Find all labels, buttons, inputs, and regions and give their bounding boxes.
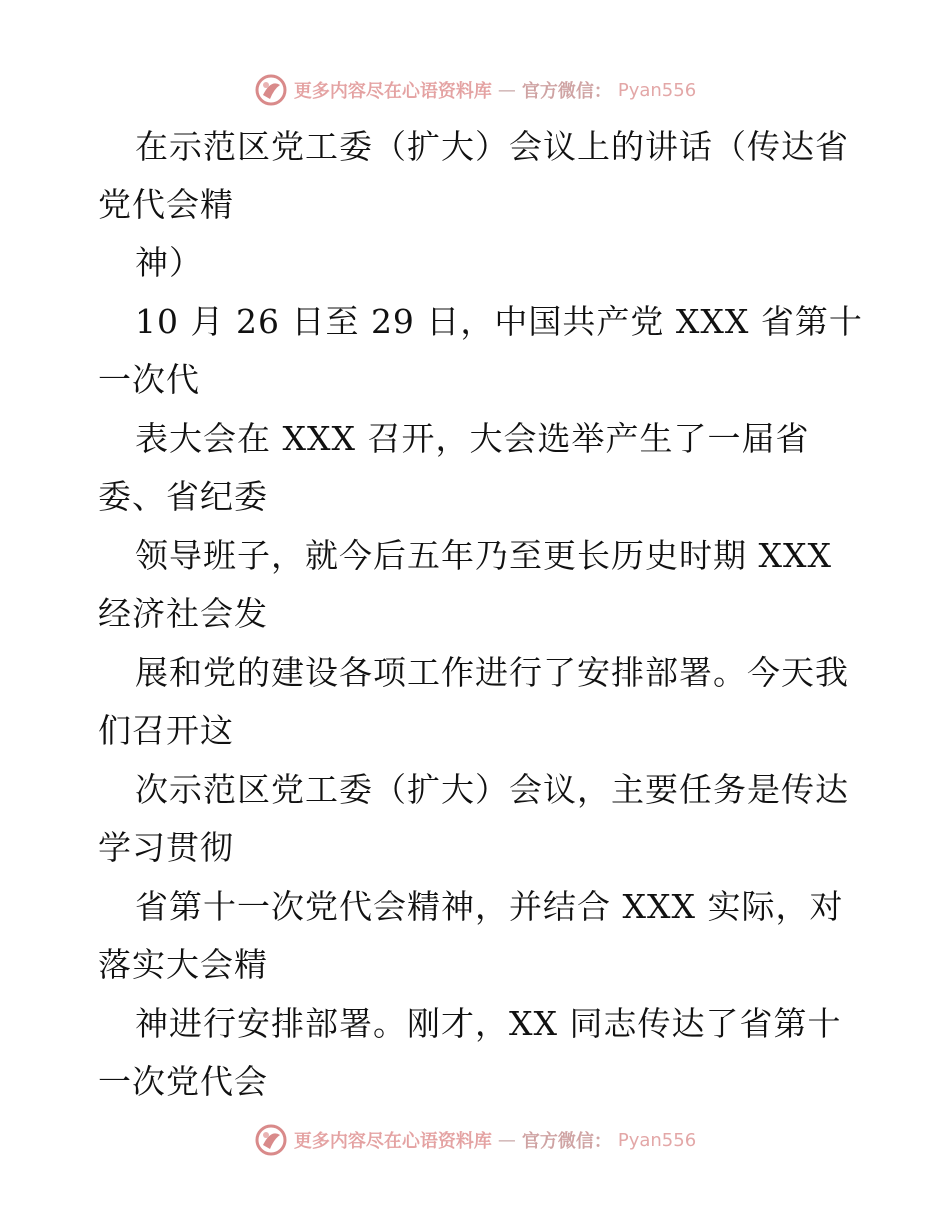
brand-logo-icon [254,73,288,107]
text-line: 委、省纪委 [98,477,268,516]
text-line: 一次党代会 [98,1062,268,1101]
text-line: 一次代 [98,360,200,399]
text-line: 10 月 26 日至 29 日，中国共产党 XXX 省第十 [135,302,863,341]
text-line: 们召开这 [98,711,234,750]
watermark-wechat-id: Pyan556 [617,1129,697,1151]
text-line: 神） [135,243,203,282]
brand-logo-icon [254,1123,288,1157]
text-line: 经济社会发 [98,594,268,633]
watermark-wechat-label: 官方微信： [521,1131,612,1152]
text-line: 在示范区党工委（扩大）会议上的讲话（传达省 [135,127,849,166]
watermark-main-text: 更多内容尽在心语资料库 [293,1131,492,1152]
text-line: 学习贯彻 [98,828,234,867]
text-line: 落实大会精 [98,945,268,984]
text-line: 次示范区党工委（扩大）会议，主要任务是传达 [135,770,849,809]
text-line: 神进行安排部署。刚才，XX 同志传达了省第十 [135,1004,842,1043]
text-line: 领导班子，就今后五年乃至更长历史时期 XXX [135,536,832,575]
text-line: 党代会精 [98,185,234,224]
watermark-header [0,70,950,110]
watermark-dash: — [497,1129,516,1151]
watermark-wechat-id: Pyan556 [617,79,697,101]
watermark-main-text: 更多内容尽在心语资料库 [293,81,492,102]
watermark-dash: — [497,79,516,101]
text-line: 省第十一次党代会精神，并结合 XXX 实际，对 [135,887,844,926]
watermark-wechat-label: 官方微信： [521,81,612,102]
text-line: 展和党的建设各项工作进行了安排部署。今天我 [135,653,849,692]
watermark-footer [0,1120,950,1160]
text-line: 表大会在 XXX 召开，大会选举产生了一届省 [135,419,810,458]
